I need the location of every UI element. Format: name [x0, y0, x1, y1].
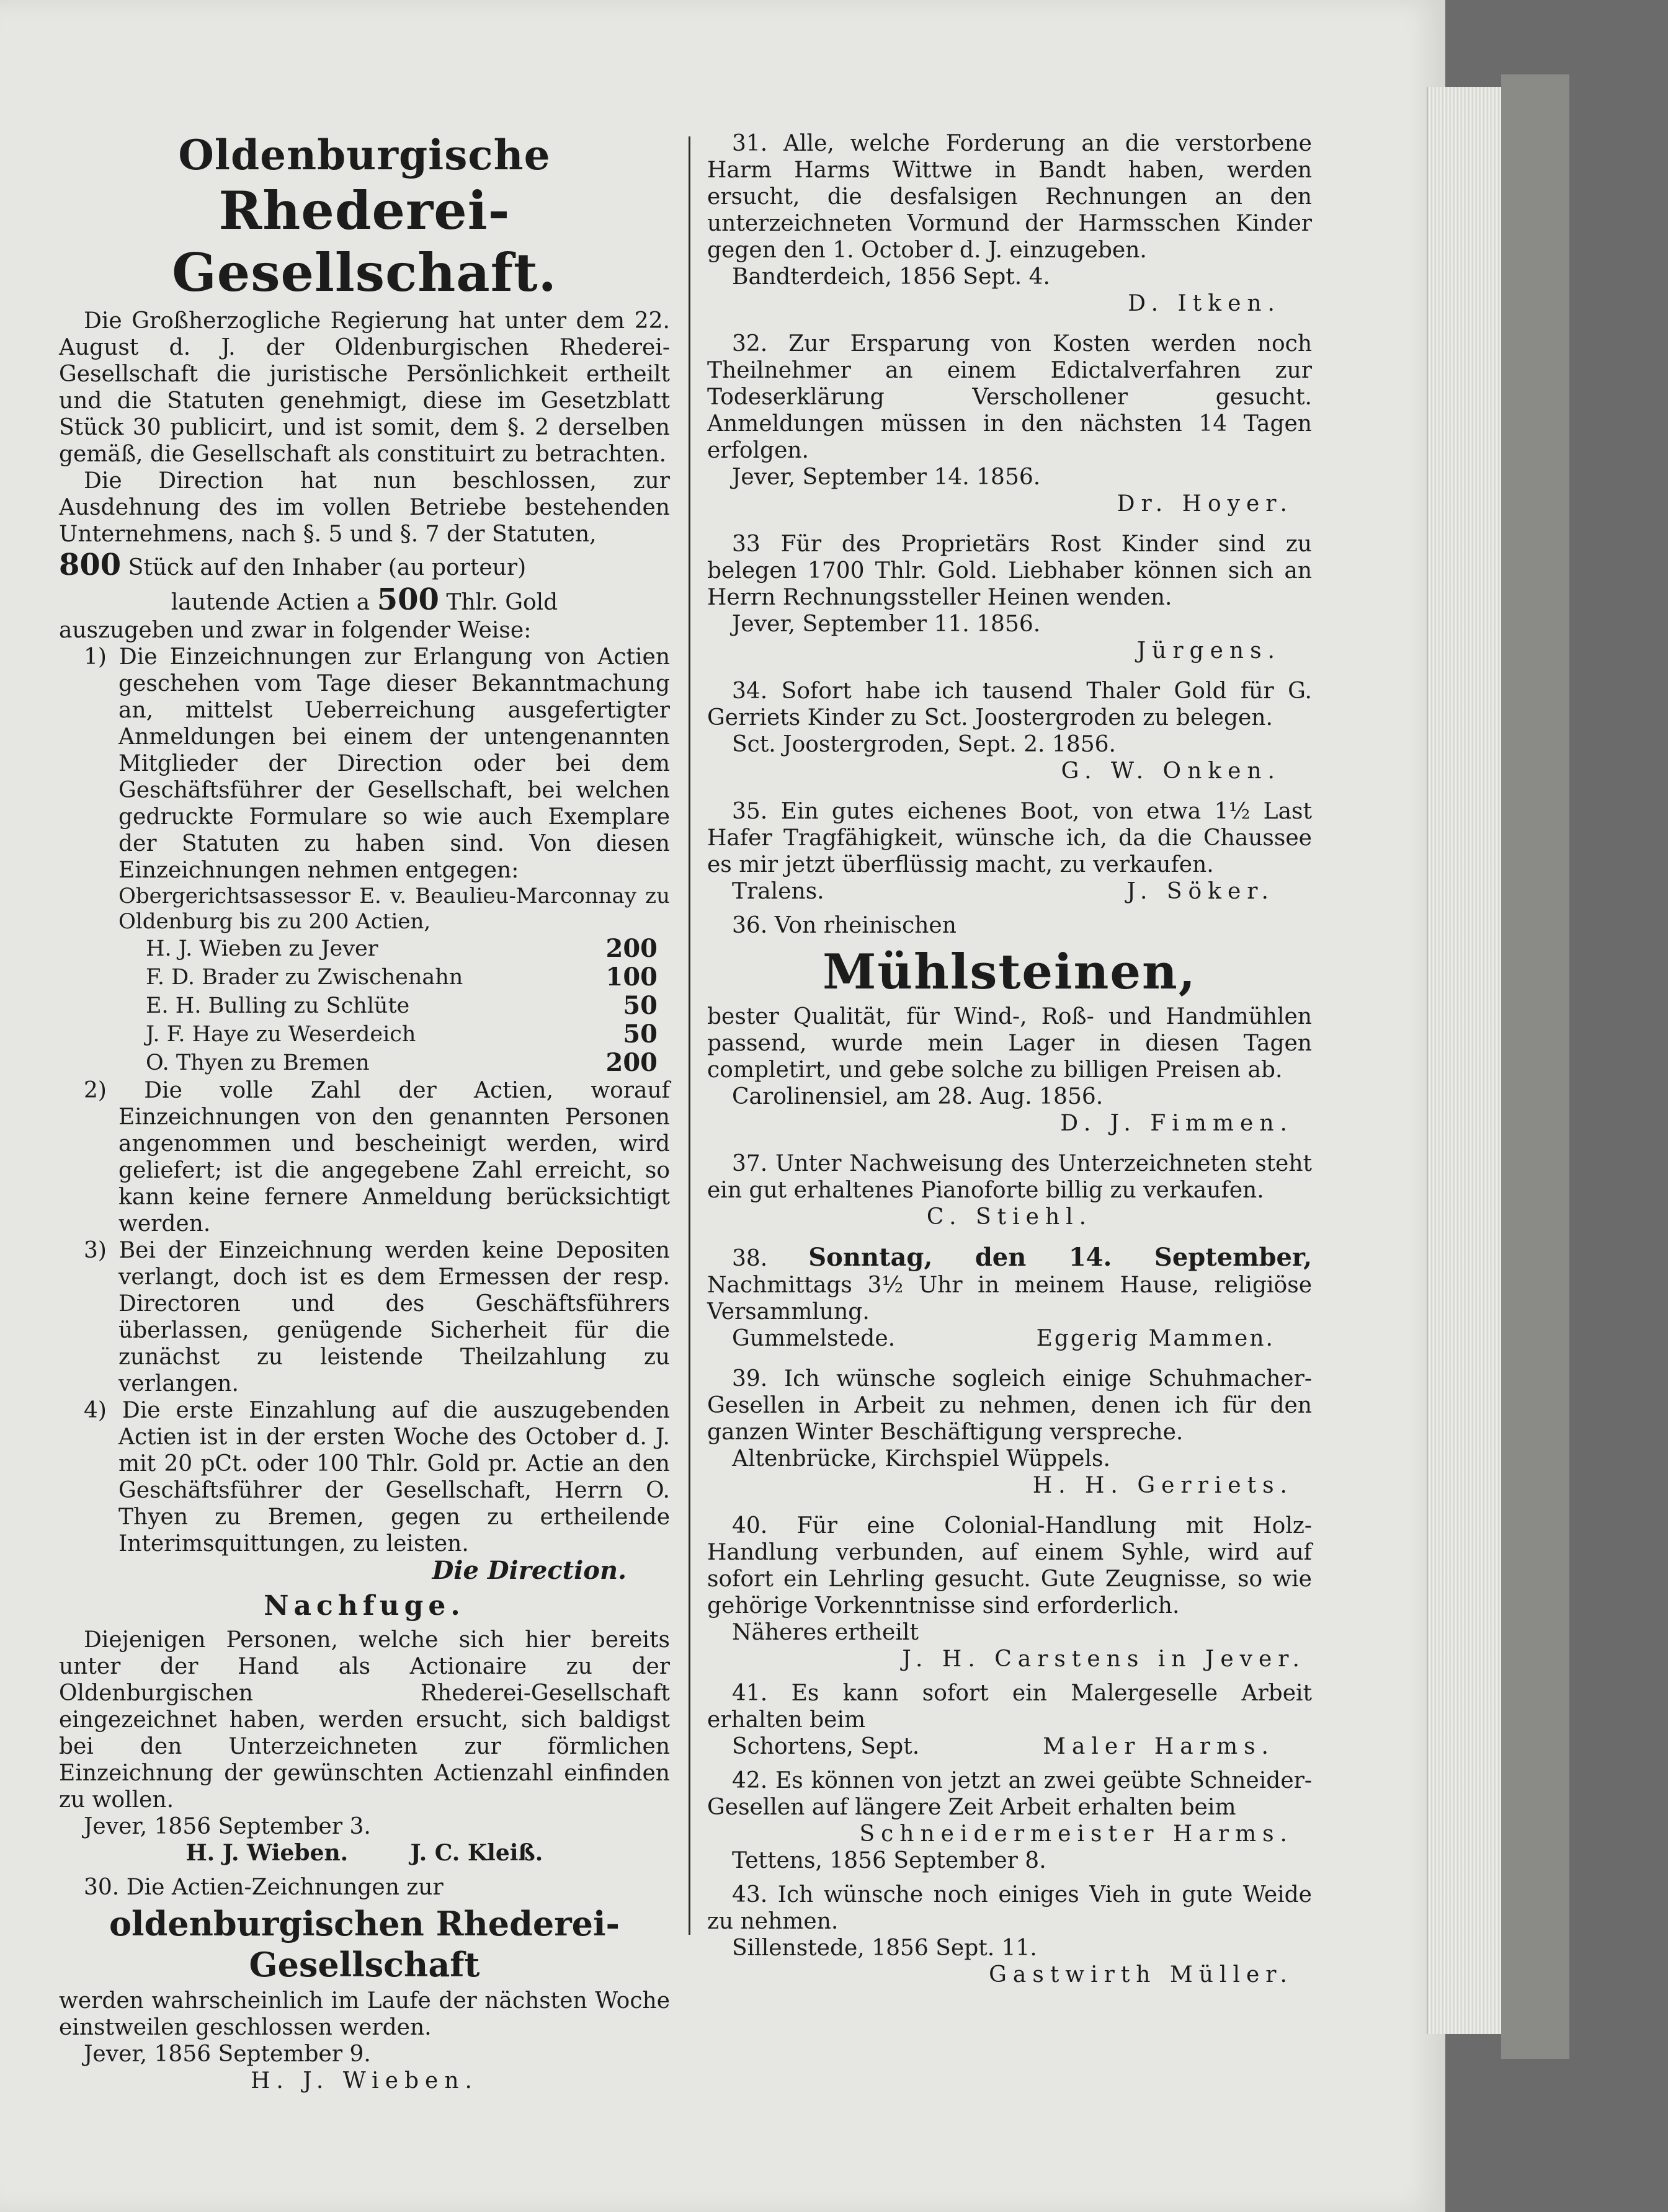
shares-count: 800	[59, 548, 122, 582]
notice-30-heading: oldenburgischen Rhederei-Gesellschaft	[109, 1904, 620, 1984]
sub-agent-num: 50	[623, 1019, 658, 1049]
notice-39: 39. Ich wünsche sogleich einige Schuhmacher-Gesellen in Arbeit zu nehmen, denen ich für den ganzen Winter Beschäftigung verspreche.	[707, 1366, 1312, 1445]
sub-agent-num: 200	[605, 934, 658, 963]
item-3: 3) Bei der Einzeichnung werden keine Depositen verlangt, doch ist es dem Ermessen der resp. Directoren und des Geschäftsführers überlassen, genügende Sicherheit für die zunächst zu leistende Theilzahlung zu verlangen.	[84, 1238, 670, 1397]
notice-39-place: Altenbrücke, Kirchspiel Wüppels.	[732, 1446, 1110, 1472]
notice-31-signature: D. Itken.	[1128, 291, 1281, 316]
actien-pre: lautende Actien a	[171, 590, 370, 615]
intro-paragraph: Die Großherzogliche Regierung hat unter dem 22. August d. J. der Oldenburgischen Rhederei-Gesellschaft die juristische Persönlichkeit ertheilt und die Statuten genehmigt, diese im Gesetzblatt Stück 30 publicirt, und ist somit, dem §. 2 derselben gemäß, die Gesellschaft als constituirt zu betrachten.	[59, 308, 670, 467]
notice-42-date: Tettens, 1856 September 8.	[732, 1848, 1046, 1873]
notice-32: 32. Zur Ersparung von Kosten werden noch Theilnehmer an einem Edictalverfahren zur Todeserklärung Verschollener gesucht. Anmeldungen müssen in den nächsten 14 Tagen erfolgen.	[707, 331, 1312, 463]
notice-33-signature: Jürgens.	[1136, 638, 1281, 664]
notice-31: 31. Alle, welche Forderung an die verstorbene Harm Harms Wittwe in Bandt haben, werden ersucht, die desfalsigen Rechnungen an den unterzeichneten Vormund der Harmsschen Kinder gegen den 1. October d. J. einzugeben.	[707, 131, 1312, 263]
shares-text: Stück auf den Inhaber (au porteur)	[128, 555, 527, 580]
notice-38-footer	[707, 1325, 1312, 1352]
notice-38-signature: Eggerig Mammen.	[1036, 1326, 1275, 1351]
notice-40-info: Näheres ertheilt	[732, 1620, 919, 1645]
signature-direction: Die Direction.	[432, 1556, 627, 1585]
nachfuge-text: Diejenigen Personen, welche sich hier bereits unter der Hand als Actionaire zu der Oldenburgischen Rhederei-Gesellschaft eingezeichnet haben, werden ersucht, sich baldigst bei den Unterzeichneten zur förmlichen Einzeichnung der gewünschten Actienzahl einfinden zu wollen.	[59, 1627, 670, 1813]
notice-32-signature: Dr. Hoyer.	[1117, 491, 1293, 517]
ad-title-line2: Rhederei-Gesellschaft.	[172, 180, 557, 303]
notice-30-date: Jever, 1856 September 9.	[84, 2041, 371, 2067]
item-2: 2) Die volle Zahl der Actien, worauf Einzeichnungen von den genannten Personen angenommen und bescheinigt werden, wird geliefert; ist die angegebene Zahl erreicht, so kann keine fernere Anmeldung berücksichtigt werden.	[84, 1078, 670, 1237]
notice-36-intro: 36. Von rheinischen	[732, 913, 957, 938]
shares-line	[59, 548, 670, 582]
sub-agent-5	[59, 1049, 670, 1077]
notice-35-footer	[707, 878, 1312, 905]
notice-34: 34. Sofort habe ich tausend Thaler Gold für G. Gerriets Kinder zu Sct. Joostergroden zu belegen.	[707, 678, 1312, 731]
notice-43-signature: Gastwirth Müller.	[989, 1962, 1293, 1988]
sub-agent-num: 200	[605, 1048, 658, 1077]
notice-36-date: Carolinensiel, am 28. Aug. 1856.	[732, 1084, 1104, 1109]
notice-40-signature: J. H. Carstens in Jever.	[902, 1646, 1306, 1672]
book-cover	[1501, 74, 1569, 2059]
actien-amount: 500	[377, 582, 439, 617]
notice-40: 40. Für eine Colonial-Handlung mit Holz-Handlung verbunden, auf einem Syhle, wird auf sofort ein Lehrling gesucht. Gute Zeugnisse, so wie gehörige Vorkenntnisse sind erforderlich.	[707, 1513, 1312, 1619]
nachfuge-sig-2: J. C. Kleiß.	[410, 1840, 543, 1866]
notice-38-number: 38.	[732, 1246, 768, 1271]
sub-agent-name: J. F. Haye zu Weserdeich	[146, 1022, 416, 1047]
sub-agent-4	[59, 1020, 670, 1049]
notice-38-place: Gummelstede.	[732, 1326, 896, 1351]
nachfuge-sig-1: H. J. Wieben.	[185, 1840, 349, 1866]
nachfuge-signatures	[59, 1840, 670, 1867]
column-divider	[689, 136, 690, 1935]
sub-agent-num: 50	[623, 991, 658, 1020]
direction-paragraph: Die Direction hat nun beschlossen, zur Ausdehnung des im vollen Betriebe bestehenden Unternehmens, nach §. 5 und §. 7 der Statuten,	[59, 468, 670, 547]
sub-agent-name: F. D. Brader zu Zwischenahn	[146, 965, 463, 990]
actien-line	[59, 582, 670, 617]
actien-post: Thlr. Gold	[446, 590, 558, 615]
notice-35: 35. Ein gutes eichenes Boot, von etwa 1½ Last Hafer Tragfähigkeit, wünsche ich, da die Chaussee es mir jetzt überflüssig macht, zu verkaufen.	[707, 799, 1312, 877]
notice-33: 33 Für des Proprietärs Rost Kinder sind zu belegen 1700 Thlr. Gold. Liebhaber können sich an Herrn Rechnungssteller Heinen wenden.	[707, 531, 1312, 610]
sub-agent-2	[59, 963, 670, 992]
notice-41-signature: Maler Harms.	[1043, 1734, 1275, 1759]
sub-agent-1	[59, 935, 670, 963]
sub-agent-name: O. Thyen zu Bremen	[146, 1050, 370, 1075]
ad-title-line1: Oldenburgische	[178, 131, 551, 179]
notice-34-signature: G. W. Onken.	[1061, 758, 1281, 784]
notice-41: 41. Es kann sofort ein Malergeselle Arbeit erhalten beim	[707, 1681, 1312, 1733]
sub-agent-3	[59, 992, 670, 1020]
issue-line: auszugeben und zwar in folgender Weise:	[59, 618, 532, 643]
item-1: 1) Die Einzeichnungen zur Erlangung von Actien geschehen vom Tage dieser Bekanntmachung an, mittelst Ueberreichung ausgefertigter Anmeldungen bei einem der untengenannten Mitglieder der Direction oder bei dem Geschäftsführer der Gesellschaft, bei welchen gedruckte Formulare so wie auch Exemplare der Statuten zu haben sind. Von diesen Einzeichnungen nehmen entgegen:	[84, 644, 670, 883]
notice-32-date: Jever, September 14. 1856.	[732, 464, 1041, 490]
notice-43-date: Sillenstede, 1856 Sept. 11.	[732, 1935, 1037, 1961]
notice-33-date: Jever, September 11. 1856.	[732, 611, 1041, 637]
notice-37: 37. Unter Nachweisung des Unterzeichneten steht ein gut erhaltenes Pianoforte billig zu verkaufen.	[707, 1151, 1312, 1203]
notice-41-place: Schortens, Sept.	[732, 1734, 920, 1759]
notice-35-signature: J. Söker.	[1126, 879, 1275, 904]
notice-43: 43. Ich wünsche noch einiges Vieh in gute Weide zu nehmen.	[707, 1882, 1312, 1934]
notice-36-signature: D. J. Fimmen.	[1060, 1111, 1293, 1136]
notice-41-footer	[707, 1733, 1312, 1760]
notice-30-intro: 30. Die Actien-Zeichnungen zur	[84, 1875, 444, 1900]
notice-36-text: bester Qualität, für Wind-, Roß- und Handmühlen passend, wurde mein Lager in diesen Tagen completirt, und gebe solche zu billigen Preisen ab.	[707, 1004, 1312, 1083]
right-column	[707, 130, 1312, 1988]
page-edges	[1427, 87, 1502, 2034]
sub-agent-name: E. H. Bulling zu Schlüte	[146, 993, 410, 1018]
notice-39-signature: H. H. Gerriets.	[1032, 1473, 1293, 1498]
notice-38	[707, 1244, 1312, 1325]
notice-37-signature: C. Stiehl.	[926, 1204, 1093, 1230]
notice-30-text: werden wahrscheinlich im Laufe der nächsten Woche einstweilen geschlossen werden.	[59, 1988, 670, 2040]
sub-agent-name: H. J. Wieben zu Jever	[146, 936, 378, 961]
nachfuge-heading: Nachfuge.	[264, 1590, 465, 1622]
notice-42-signature: Schneidermeister Harms.	[859, 1821, 1293, 1847]
sub-agent-0: Obergerichtsassessor E. v. Beaulieu-Marconnay zu Oldenburg bis zu 200 Actien,	[118, 884, 670, 934]
notice-38-text: Nachmittags 3½ Uhr in meinem Hause, religiöse Versammlung.	[707, 1273, 1312, 1325]
notice-31-date: Bandterdeich, 1856 Sept. 4.	[732, 264, 1050, 290]
notice-35-place: Tralens.	[732, 879, 824, 904]
item-4: 4) Die erste Einzahlung auf die auszugebenden Actien ist in der ersten Woche des October d. J. mit 20 pCt. oder 100 Thlr. Gold pr. Actie an den Geschäftsführer der Gesellschaft, Herrn O. Thyen zu Bremen, gegen zu ertheilende Interimsquittungen, zu leisten.	[84, 1398, 670, 1557]
notice-30-signature: H. J. Wieben.	[251, 2068, 478, 2094]
notice-38-date-bold: Sonntag, den 14. September,	[808, 1243, 1312, 1272]
left-column	[59, 130, 670, 2094]
notice-34-date: Sct. Joostergroden, Sept. 2. 1856.	[732, 732, 1116, 757]
notice-36-heading: Mühlsteinen,	[823, 944, 1197, 1000]
nachfuge-date: Jever, 1856 September 3.	[84, 1814, 371, 1839]
sub-agent-num: 100	[605, 962, 658, 992]
notice-42: 42. Es können von jetzt an zwei geübte Schneider-Gesellen auf längere Zeit Arbeit erhalten beim	[707, 1768, 1312, 1820]
